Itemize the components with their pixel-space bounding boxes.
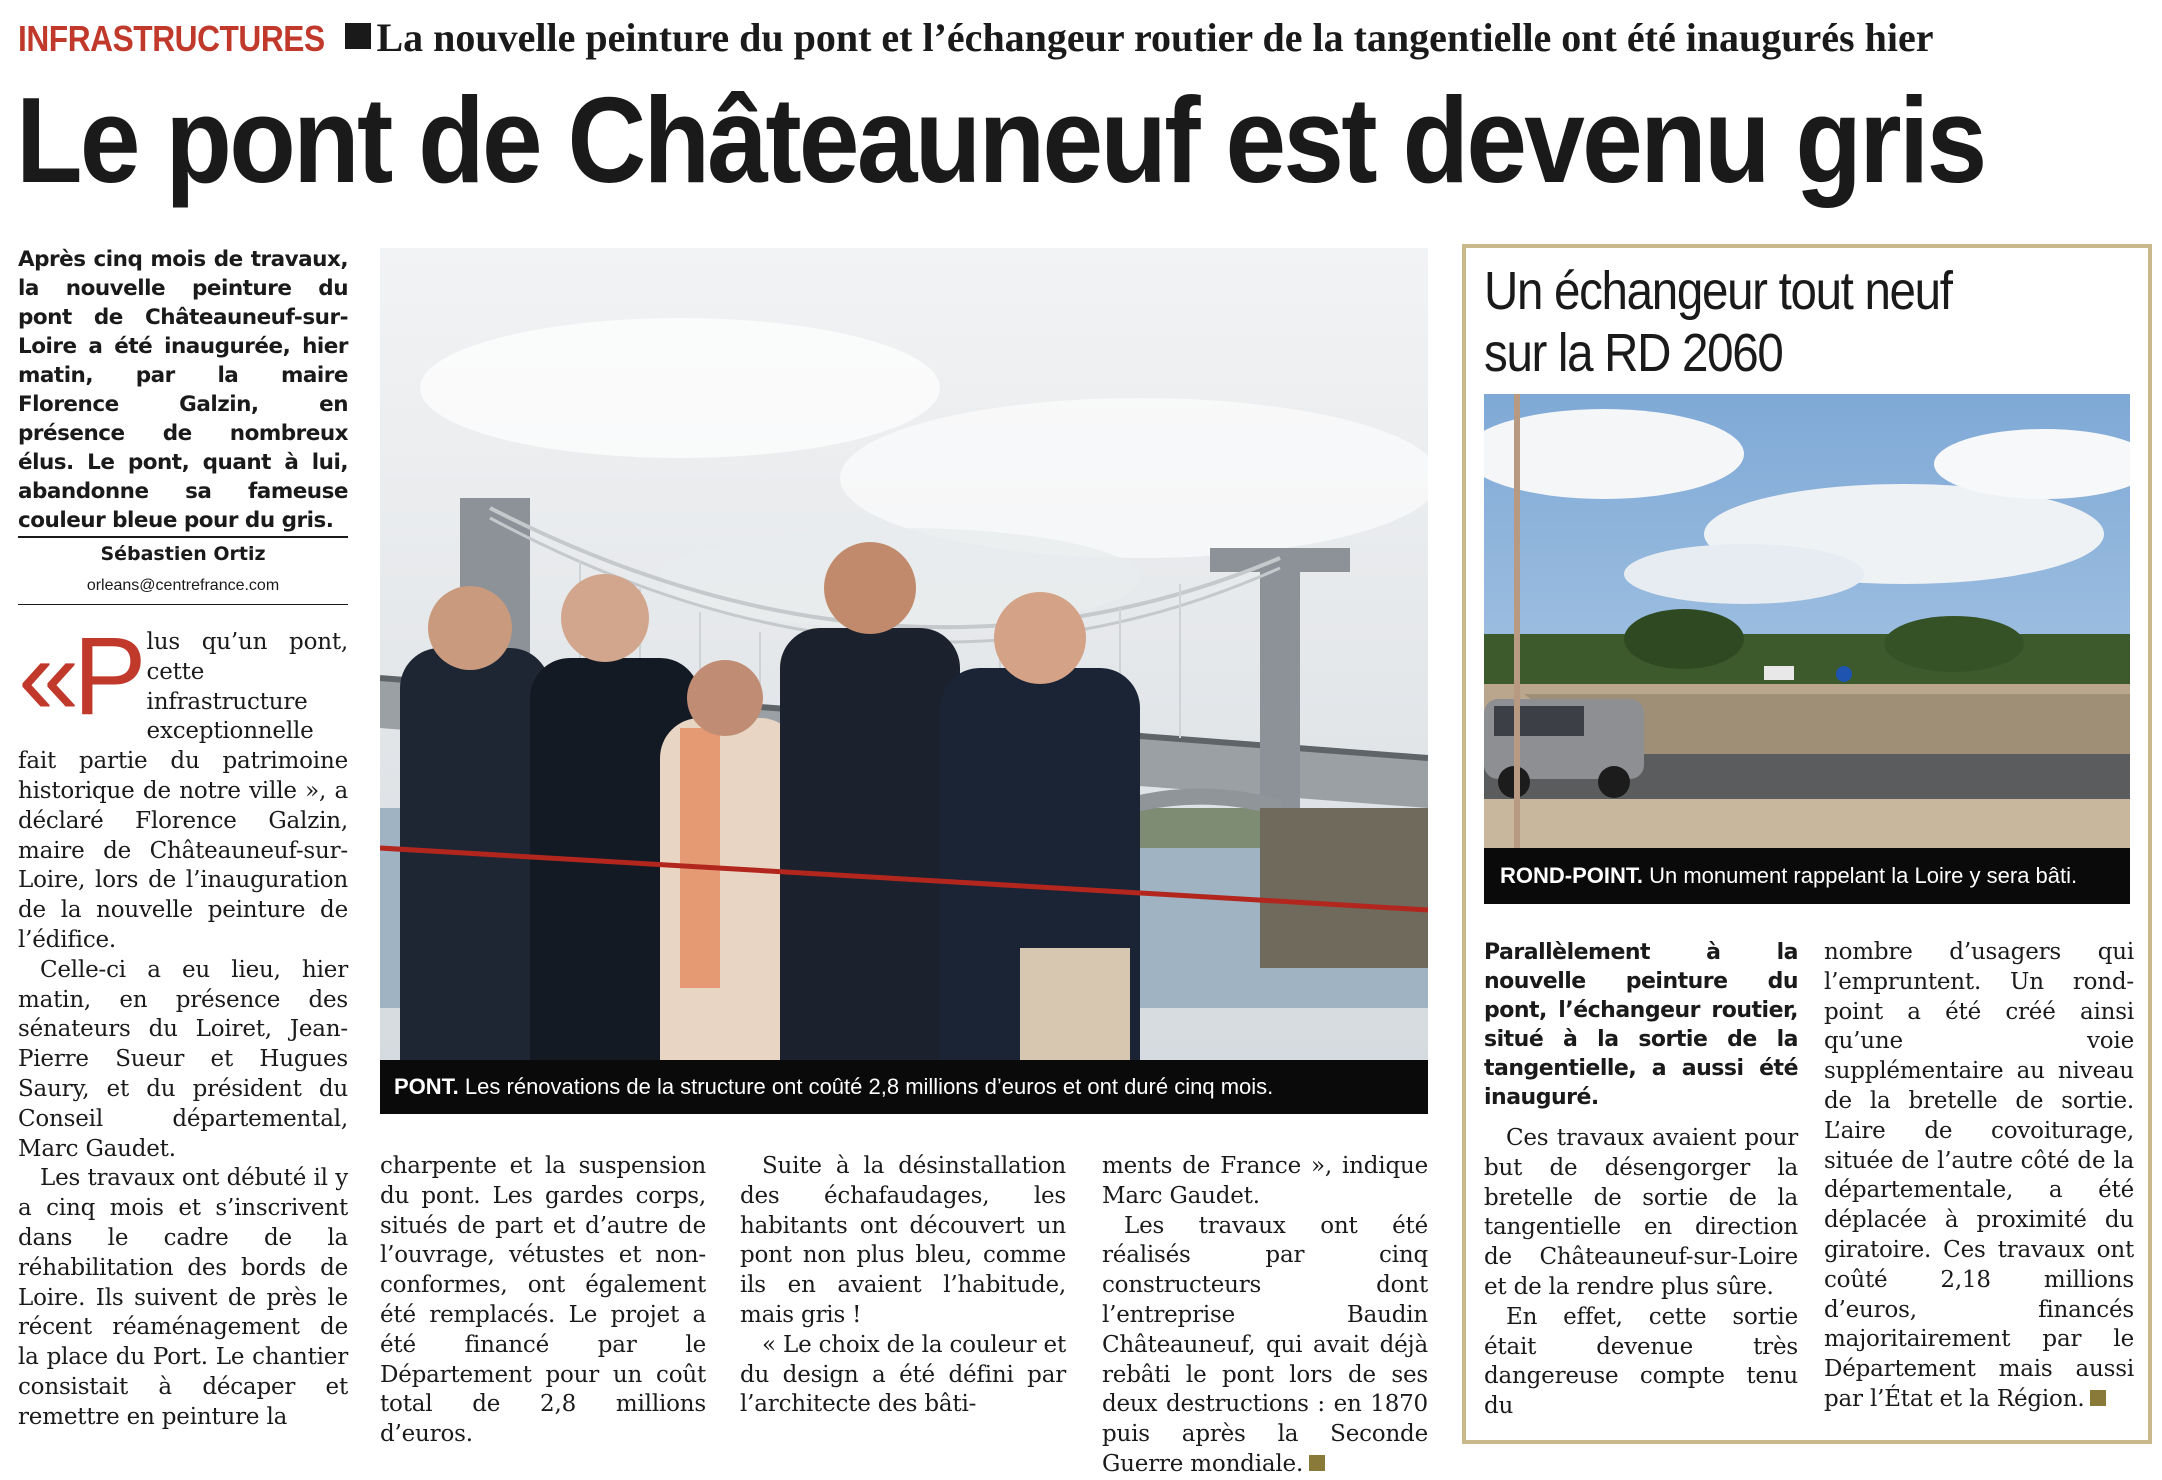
article-paragraph: « Le choix de la couleur et du design a été défini par l’architecte des bâti- (740, 1331, 1066, 1418)
bridge-inauguration-image (380, 248, 1428, 1114)
article-paragraph: Ces travaux avaient pour but de désengorger la bretelle de sortie de la tangentielle en direction de Châteauneuf-sur-Loire et de la rendre plus sûre. (1484, 1125, 1798, 1300)
caption-text: Les rénovations de la structure ont coûté 2,8 millions d’euros et ont duré cinq mois. (464, 1074, 1274, 1099)
headline: Le pont de Châteauneuf est devenu gris (16, 72, 1985, 208)
kicker-subtitle: La nouvelle peinture du pont et l’échangeur routier de la tangentielle ont été inaugurés hier (376, 15, 1934, 60)
square-bullet-icon (345, 23, 371, 49)
end-mark-icon (2090, 1390, 2106, 1406)
byline-email[interactable]: orleans@centrefrance.com (86, 577, 280, 594)
article-column-4 (1102, 1152, 1428, 1480)
article-paragraph: Celle-ci a eu lieu, hier matin, en présence des sénateurs du Loiret, Jean-Pierre Sueur et Hugues Saury, et du président du Conseil départemental, Marc Gaudet. (18, 956, 348, 1162)
article-paragraph: charpente et la suspension du pont. Les gardes corps, situés de part et d’autre de l’ouvrage, vétustes et non-conformes, ont également été remplacés. Le projet a été financé par le Département pour un coût total de 2,8 millions d’euros. (380, 1153, 706, 1448)
article-paragraph (1102, 1212, 1428, 1480)
article-paragraph: Les travaux ont débuté il y a cinq mois et s’inscrivent dans le cadre de la réhabilitation des bords de Loire. Ils suivent de près le récent réaménagement de la place du Port. Le chantier consistait à décaper et remettre en peinture la (18, 1165, 348, 1430)
sidebar-title (1484, 260, 2056, 384)
photo-caption (380, 1060, 1428, 1114)
sidebar-column-1 (1484, 1124, 1798, 1422)
sidebar-title-line: Un échangeur tout neuf (1484, 261, 1952, 321)
caption-label: ROND-POINT. (1500, 863, 1643, 888)
roundabout-image (1484, 394, 2130, 904)
sidebar-title-line: sur la RD 2060 (1484, 323, 1783, 383)
paragraph-text: nombre d’usagers qui l’empruntent. Un rond-point a été créé ainsi qu’une voie supplémentaire au niveau de la bretelle de sortie. L’aire de covoiturage, située de l’autre côté de la départementale, a été déplacée à proximité du giratoire. Ces travaux ont coûté 2,18 millions d’euros, financés majoritairement par le Département mais aussi par l’État et la Région. (1824, 939, 2134, 1412)
main-photo (380, 248, 1428, 1114)
paragraph-text: Les travaux ont été réalisés par cinq constructeurs dont l’entreprise Baudin Châteauneuf, qui avait déjà rebâti le pont lors de ses deux destructions : en 1870 puis après la Seconde Guerre mondiale. (1102, 1212, 1428, 1477)
section-rubric: INFRASTRUCTURES (18, 18, 325, 59)
byline-rule-top (18, 536, 348, 538)
sidebar-lead: Parallèlement à la nouvelle peinture du pont, l’échangeur routier, situé à la sortie de la tangentielle, a aussi été inauguré. (1484, 940, 1798, 1110)
caption-label: PONT. (394, 1074, 459, 1099)
article-column-1 (18, 615, 348, 1433)
sidebar-column-2 (1824, 938, 2134, 1415)
article-paragraph: ments de France », indique Marc Gaudet. (1102, 1153, 1428, 1209)
article-paragraph (18, 615, 348, 956)
end-mark-icon (1309, 1455, 1325, 1471)
article-paragraph (1824, 938, 2134, 1415)
sidebar-photo (1484, 394, 2130, 904)
paragraph-text: lus qu’un pont, cette infrastructure exceptionnelle fait partie du patrimoine historique de notre ville », a déclaré Florence Galzin, maire de Châteauneuf-sur-Loire, lors de l’inauguration de la nouvelle peinture de l’édifice. (18, 629, 348, 953)
drop-cap: «P (18, 615, 141, 738)
lead-paragraph: Après cinq mois de travaux, la nouvelle peinture du pont de Châteauneuf-sur-Loire a été inaugurée, hier matin, par la maire Florence Galzin, en présence de nombreux élus. Le pont, quant à lui, abandonne sa fameuse couleur bleue pour du gris. (18, 247, 348, 533)
article-paragraph: En effet, cette sortie était devenue très dangereuse compte tenu du (1484, 1303, 1798, 1420)
article-column-2 (380, 1152, 706, 1450)
sidebar-photo-caption (1484, 848, 2130, 904)
byline-rule-bottom (18, 604, 348, 605)
article-paragraph: Suite à la désinstallation des échafaudages, les habitants ont découvert un pont non plus bleu, comme ils en avaient l’habitude, mais gris ! (740, 1153, 1066, 1328)
article-column-3 (740, 1152, 1066, 1420)
caption-text: Un monument rappelant la Loire y sera bâti. (1649, 863, 2078, 888)
kicker-line (18, 14, 2148, 70)
byline-author: Sébastien Ortiz (100, 543, 266, 565)
